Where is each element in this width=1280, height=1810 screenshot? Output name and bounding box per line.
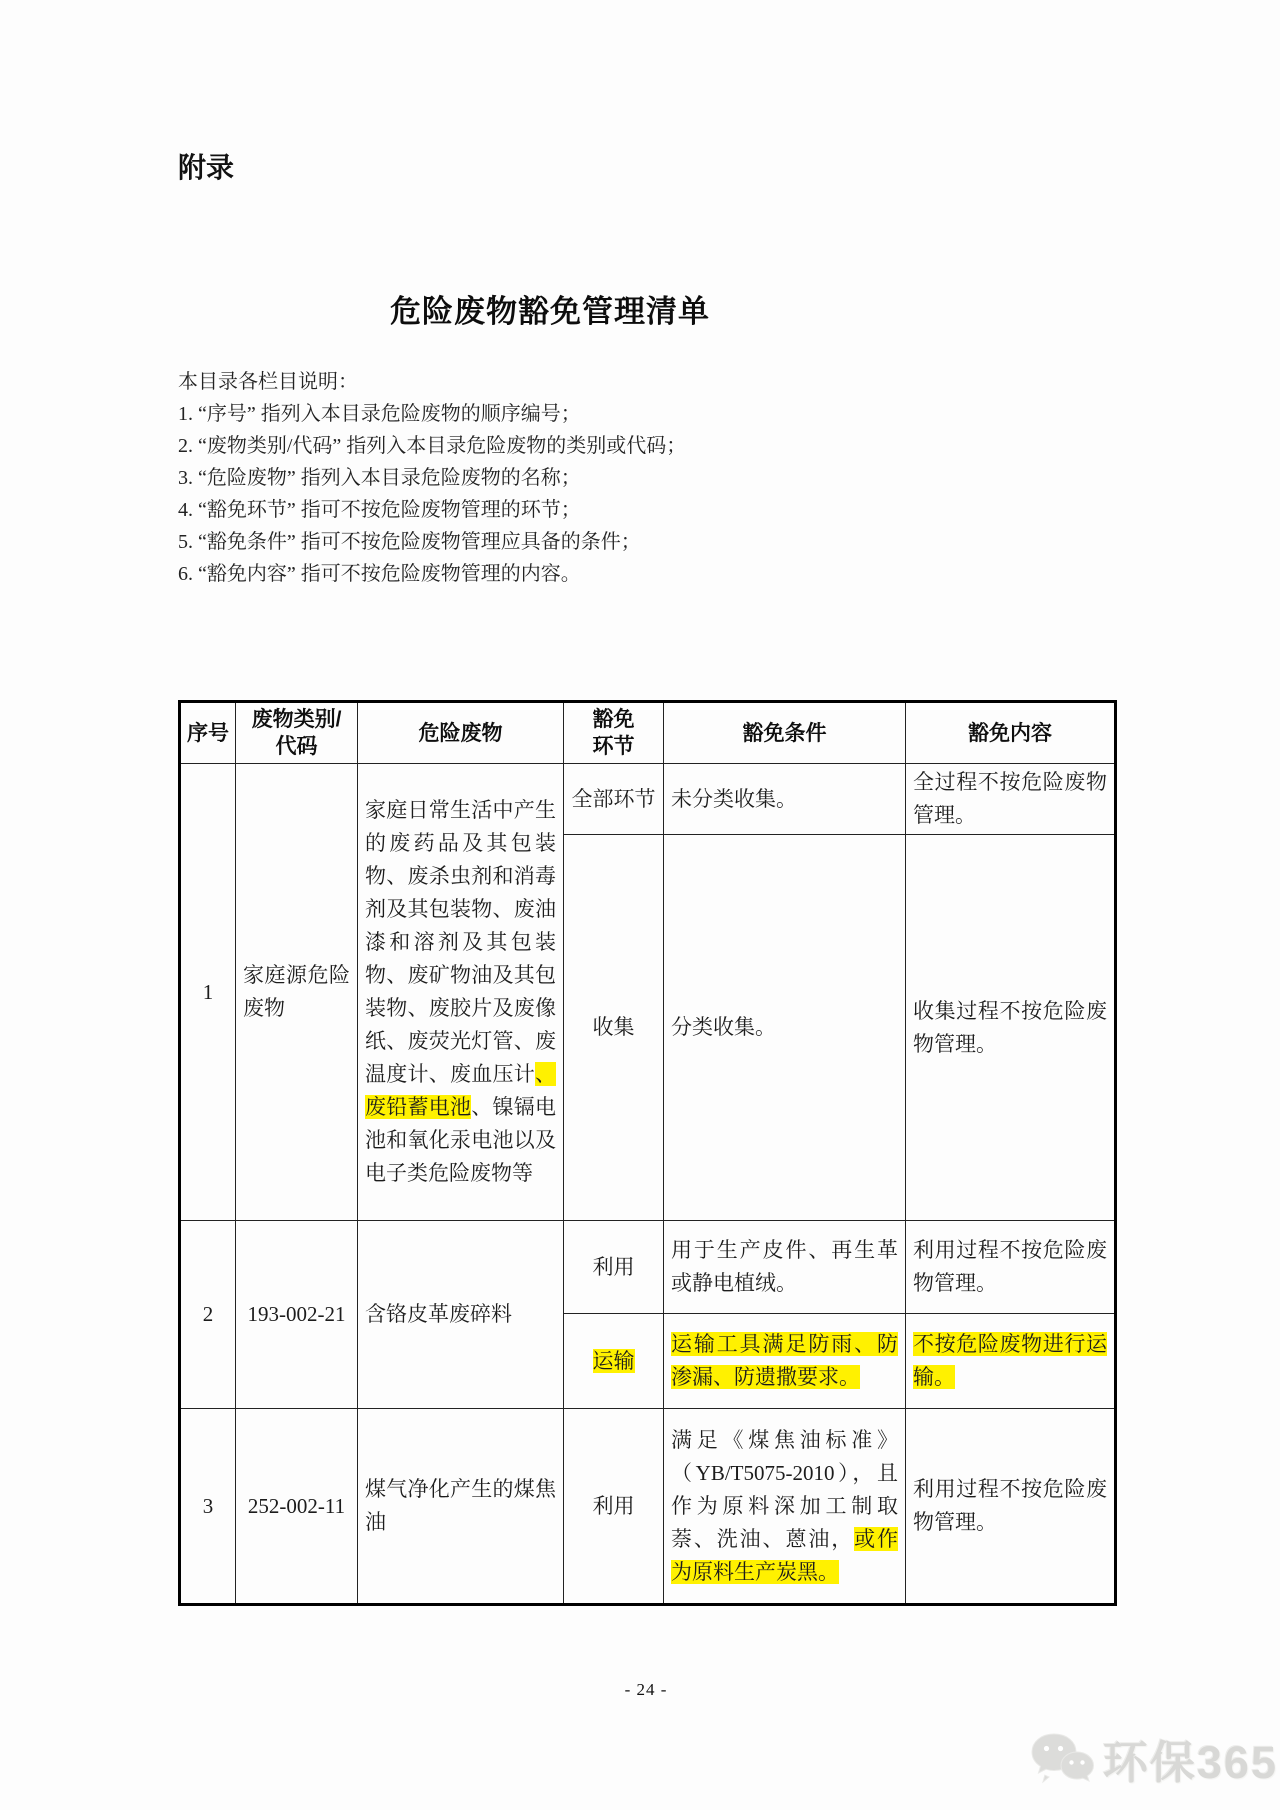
row1-condition-all: 未分类收集。 <box>664 764 906 835</box>
table-row-3 <box>180 1409 1116 1605</box>
table-header-row <box>180 702 1116 764</box>
row3-waste: 煤气净化产生的煤焦油 <box>358 1409 564 1605</box>
row1-stage-collect: 收集 <box>564 835 664 1221</box>
intro-item: 3. “危险废物” 指列入本目录危险废物的名称； <box>178 467 581 489</box>
row1-seq: 1 <box>180 764 236 1221</box>
col-header-stage <box>564 702 664 764</box>
page-number: - 24 - <box>624 1680 668 1699</box>
intro-item: 1. “序号” 指列入本目录危险废物的顺序编号； <box>178 403 581 425</box>
row2-stage-transport <box>564 1314 664 1409</box>
row3-condition-text: 满足《煤焦油标准》（YB/T5075-2010），且作为原料深加工制取萘、洗油、蒽油， <box>671 1427 898 1551</box>
row3-stage-use: 利用 <box>564 1409 664 1605</box>
row2-condition-use: 用于生产皮件、再生革或静电植绒。 <box>664 1221 906 1314</box>
row2-content-transport <box>906 1314 1116 1409</box>
intro-heading: 本目录各栏目说明： <box>178 371 358 393</box>
row2-stage-transport-highlight: 运输 <box>592 1348 635 1373</box>
col-header-seq: 序号 <box>180 702 236 764</box>
col-header-category-line2: 代码 <box>275 735 318 758</box>
row2-content-transport-highlight: 不按危险废物进行运输。 <box>913 1332 1107 1389</box>
intro-section <box>178 366 978 590</box>
row1-waste <box>358 764 564 1221</box>
col-header-content: 豁免内容 <box>906 702 1116 764</box>
row1-content-all: 全过程不按危险废物管理。 <box>906 764 1116 835</box>
intro-item: 2. “废物类别/代码” 指列入本目录危险废物的类别或代码； <box>178 435 687 457</box>
intro-item: 5. “豁免条件” 指可不按危险废物管理应具备的条件； <box>178 531 641 553</box>
row2-content-use: 利用过程不按危险废物管理。 <box>906 1221 1116 1314</box>
intro-item: 6. “豁免内容” 指可不按危险废物管理的内容。 <box>178 563 581 585</box>
row1-waste-highlight-lead-battery: 、废铅蓄电池 <box>365 1062 556 1119</box>
watermark-label: 环保365 <box>1102 1737 1278 1788</box>
row2-code: 193-002-21 <box>236 1221 358 1409</box>
row3-code: 252-002-11 <box>236 1409 358 1605</box>
exemption-table <box>178 700 1117 1606</box>
row1-category: 家庭源危险废物 <box>236 764 358 1221</box>
row3-content-use: 利用过程不按危险废物管理。 <box>906 1409 1116 1605</box>
col-header-stage-line2: 环节 <box>592 735 635 758</box>
row3-condition-highlight-carbon-black: 或作为原料生产炭黑。 <box>671 1526 899 1584</box>
row1-stage-all: 全部环节 <box>564 764 664 835</box>
row1-waste-text: 家庭日常生活中产生的废药品及其包装物、废杀虫剂和消毒剂及其包装物、废油漆和溶剂及其包装物、废矿物油及其包装物、废胶片及废像纸、废荧光灯管、废温度计、废血压计 <box>365 798 556 1086</box>
row2-condition-transport-highlight: 运输工具满足防雨、防渗漏、防遗撒要求。 <box>671 1332 898 1389</box>
table-row-2-sub-1 <box>180 1221 1116 1314</box>
intro-item: 4. “豁免环节” 指可不按危险废物管理的环节； <box>178 499 581 521</box>
wechat-icon <box>1029 1730 1095 1788</box>
col-header-category-line1: 废物类别/ <box>251 708 342 731</box>
row2-condition-transport <box>664 1314 906 1409</box>
col-header-condition: 豁免条件 <box>664 702 906 764</box>
row1-content-collect: 收集过程不按危险废物管理。 <box>906 835 1116 1221</box>
row1-condition-collect: 分类收集。 <box>664 835 906 1221</box>
watermark <box>1029 1726 1278 1791</box>
col-header-waste: 危险废物 <box>358 702 564 764</box>
row3-seq: 3 <box>180 1409 236 1605</box>
table-row-1-sub-1 <box>180 764 1116 835</box>
row2-seq: 2 <box>180 1221 236 1409</box>
page-title: 危险废物豁免管理清单 <box>390 294 710 329</box>
row2-stage-use: 利用 <box>564 1221 664 1314</box>
appendix-label: 附录 <box>178 152 235 183</box>
row2-waste: 含铬皮革废碎料 <box>358 1221 564 1409</box>
col-header-stage-line1: 豁免 <box>592 708 635 731</box>
row3-condition-use <box>664 1409 906 1605</box>
row1-waste-text-tail: 、镍镉电池和氧化汞电池以及电子类危险废物等 <box>365 1095 556 1185</box>
col-header-category <box>236 702 358 764</box>
